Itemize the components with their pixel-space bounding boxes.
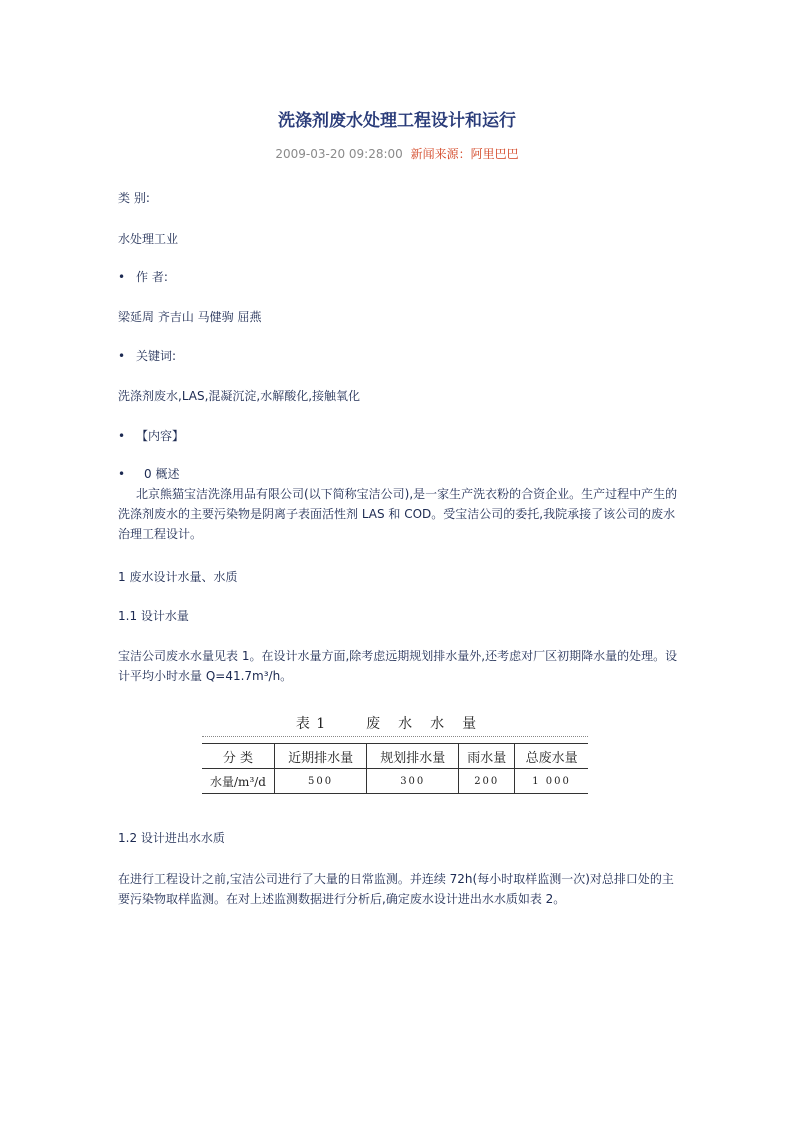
section-1-2-paragraph: 在进行工程设计之前,宝洁公司进行了大量的日常监测。并连续 72h(每小时取样监测一次)对总排口处的主要污染物取样监测。在对上述监测数据进行分析后,确定废水设计进出水水质如表 2。 [118,872,674,906]
table-number: 表 1 [295,716,327,732]
overview-paragraph: 北京熊猫宝洁洗涤用品有限公司(以下简称宝洁公司),是一家生产洗衣粉的合资企业。生产过程中产生的洗涤剂废水的主要污染物是阴离子表面活性剂 LAS 和 COD。受宝洁公司的委托,我院承接了该公司的废水治理工程设计。 [118,487,678,541]
data-table [202,743,588,794]
table-cell: 1 000 [515,769,588,794]
table-caption [202,712,588,737]
category-value: 水处理工业 [118,232,179,246]
water-volume-table [202,712,588,794]
category-label: 类 别: [118,191,150,205]
author-label: 作 者: [136,270,168,284]
table-cell: 300 [367,769,459,794]
bullet-icon: • [118,270,126,284]
article-title: 洗涤剂废水处理工程设计和运行 [278,111,516,131]
article-meta [0,145,794,162]
keywords-bullet [118,346,176,366]
table-cell: 200 [459,769,515,794]
news-source: 新闻来源：阿里巴巴 [410,147,519,161]
content-label: 【内容】 [136,429,185,443]
table-header-row [202,744,588,769]
section-1-1-paragraph: 宝洁公司废水水量见表 1。在设计水量方面,除考虑远期规划排水量外,还考虑对厂区初期降水量的处理。设计平均小时水量 Q=41.7m³/h。 [118,649,678,683]
overview-heading: 0 概述 [144,467,180,481]
table-header-cell: 近期排水量 [275,744,367,769]
table-row [202,769,588,794]
bullet-icon: • [118,429,126,443]
section-1-heading: 1 废水设计水量、水质 [118,570,238,584]
keywords-label: 关键词: [136,349,177,363]
author-bullet [118,267,168,287]
bullet-icon: • [118,349,126,363]
section-1-1-heading: 1.1 设计水量 [118,609,189,623]
section-1-2-heading: 1.2 设计进出水水质 [118,831,225,845]
publish-date: 2009-03-20 09:28:00 [275,147,403,161]
table-header-cell: 分 类 [202,744,275,769]
content-bullet [118,426,184,446]
table-cell: 500 [275,769,367,794]
table-header-cell: 规划排水量 [367,744,459,769]
table-cell: 水量/m³/d [202,769,275,794]
overview-bullet [118,464,179,484]
table-header-cell: 雨水量 [459,744,515,769]
author-value: 梁延周 齐吉山 马健驹 屈燕 [118,310,262,324]
bullet-icon: • [118,467,126,481]
table-name: 废水水量 [366,716,495,732]
keywords-value: 洗涤剂废水,LAS,混凝沉淀,水解酸化,接触氧化 [118,389,361,403]
table-header-cell: 总废水量 [515,744,588,769]
